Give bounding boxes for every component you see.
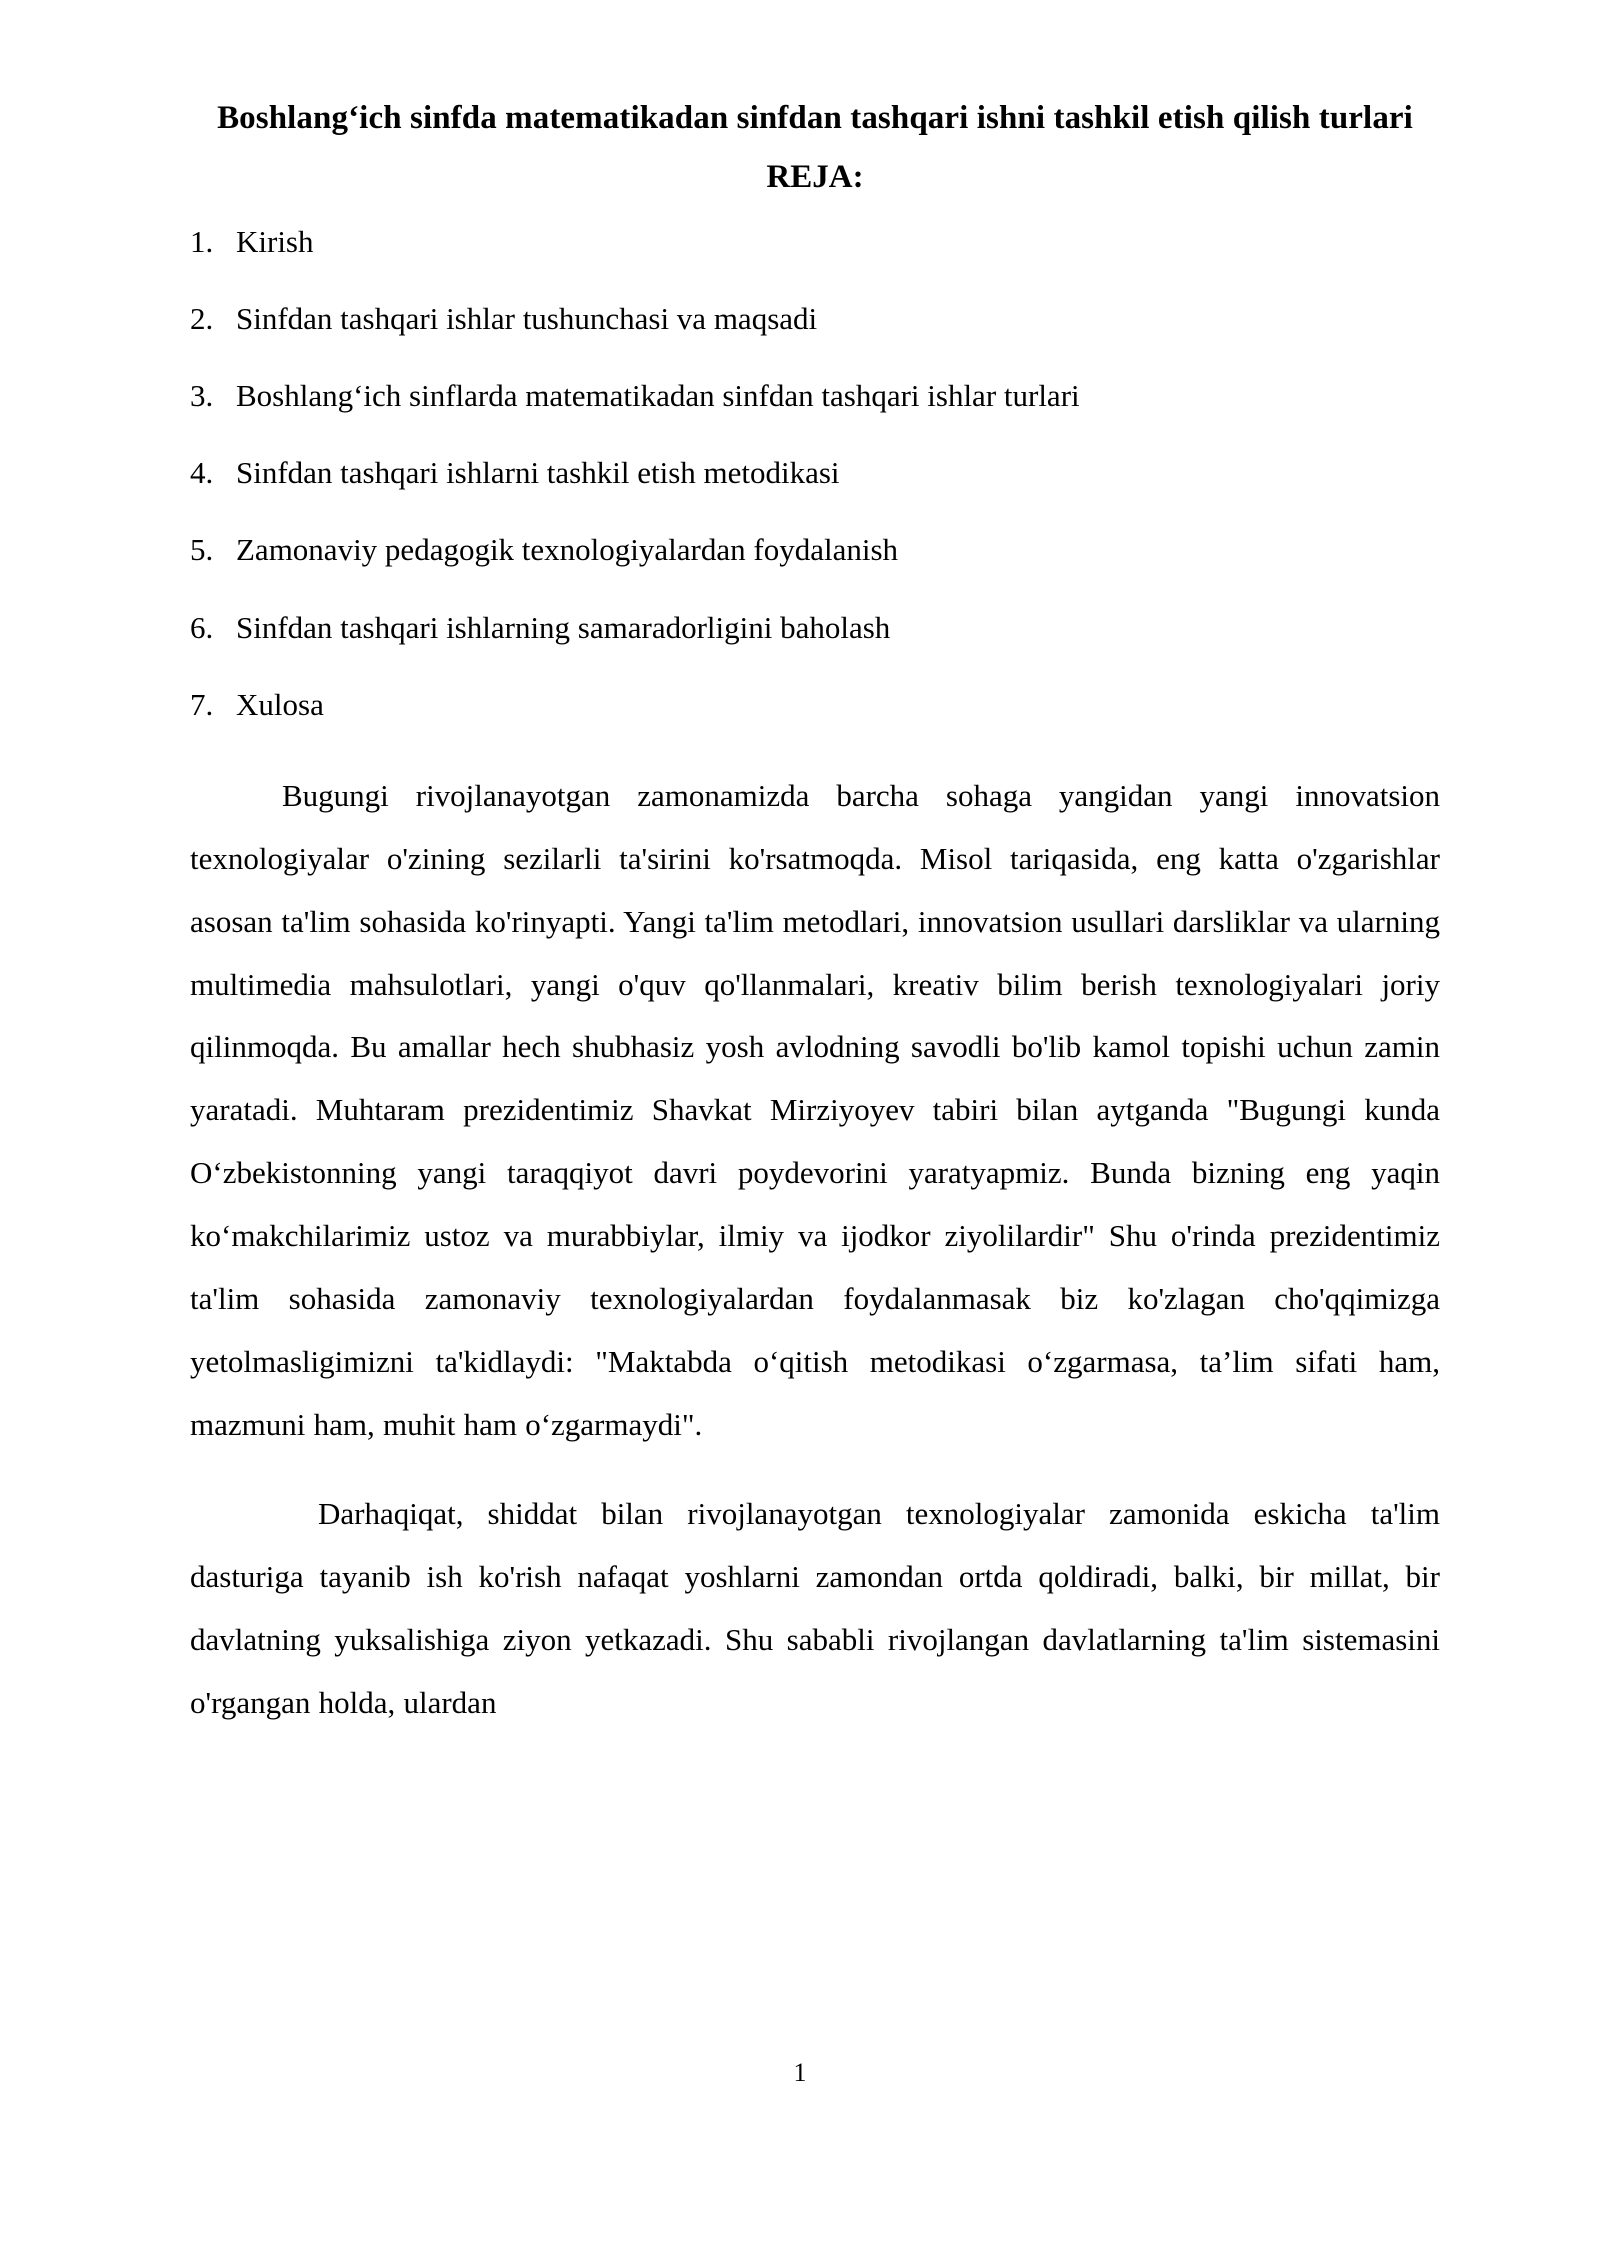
list-item-number: 3. — [190, 378, 214, 414]
list-item-number: 6. — [190, 609, 214, 645]
list-item-number: 1. — [190, 224, 214, 260]
page-number: 1 — [793, 2058, 807, 2087]
list-item — [190, 533, 1440, 567]
list-item — [190, 688, 1440, 722]
list-item-number: 2. — [190, 301, 214, 337]
list-item-label: Boshlang‘ich sinflarda matematikadan sinfdan tashqari ishlar turlari — [236, 378, 1080, 414]
list-item — [190, 225, 1440, 259]
list-item — [190, 611, 1440, 645]
list-item — [190, 456, 1440, 490]
plan-heading: REJA: — [766, 158, 864, 195]
list-item-number: 7. — [190, 686, 214, 722]
page-content — [190, 96, 1440, 1735]
list-item — [190, 379, 1440, 413]
list-item-label: Zamonaviy pedagogik texnologiyalardan foydalanish — [236, 532, 899, 568]
body-paragraph: Darhaqiqat, shiddat bilan rivojlanayotgan texnologiyalar zamonida eskicha ta'lim dasturiga tayanib ish ko'rish nafaqat yoshlarni zamondan ortda qoldiradi, balki, bir millat, bir davlatning yuksalishiga ziyon yetkazadi. Shu sababli rivojlangan davlatlarning ta'lim sistemasini o'rgangan holda, ulardan — [190, 1495, 1440, 1720]
list-item-label: Xulosa — [236, 686, 324, 722]
list-item-number: 4. — [190, 455, 214, 491]
list-item-label: Kirish — [236, 224, 314, 260]
list-item-number: 5. — [190, 532, 214, 568]
plan-list — [190, 225, 1440, 722]
list-item — [190, 302, 1440, 336]
page-title: Boshlang‘ich sinfda matematikadan sinfdan tashqari ishni tashkil etish qilish turlari — [217, 100, 1413, 136]
list-item-label: Sinfdan tashqari ishlarning samaradorligini baholash — [236, 609, 891, 645]
list-item-label: Sinfdan tashqari ishlarni tashkil etish metodikasi — [236, 455, 840, 491]
body-paragraph: Bugungi rivojlanayotgan zamonamizda barcha sohaga yangidan yangi innovatsion texnologiyalar o'zining sezilarli ta'sirini ko'rsatmoqda. Misol tariqasida, eng katta o'zgarishlar asosan ta'lim sohasida ko'rinyapti. Yangi ta'lim metodlari, innovatsion usullari darsliklar va ularning multimedia mahsulotlari, yangi o'quv qo'llanmalari, kreativ bilim berish texnologiyalari joriy qilinmoqda. Bu amallar hech shubhasiz yosh avlodning savodli bo'lib kamol topishi uchun zamin yaratadi. Muhtaram prezidentimiz Shavkat Mirziyoyev tabiri bilan aytganda "Bugungi kunda O‘zbekistonning yangi taraqqiyot davri poydevorini yaratyapmiz. Bunda bizning eng yaqin ko‘makchilarimiz ustoz va murabbiylar, ilmiy va ijodkor ziyolilardir" Shu o'rinda prezidentimiz ta'lim sohasida zamonaviy texnologiyalardan foydalanmasak biz ko'zlagan cho'qqimizga yetolmasligimizni ta'kidlaydi: "Maktabda o‘qitish metodikasi o‘zgarmasa, ta’lim sifati ham, mazmuni ham, muhit ham o‘zgarmaydi". — [190, 777, 1440, 1442]
list-item-label: Sinfdan tashqari ishlar tushunchasi va maqsadi — [236, 301, 818, 337]
